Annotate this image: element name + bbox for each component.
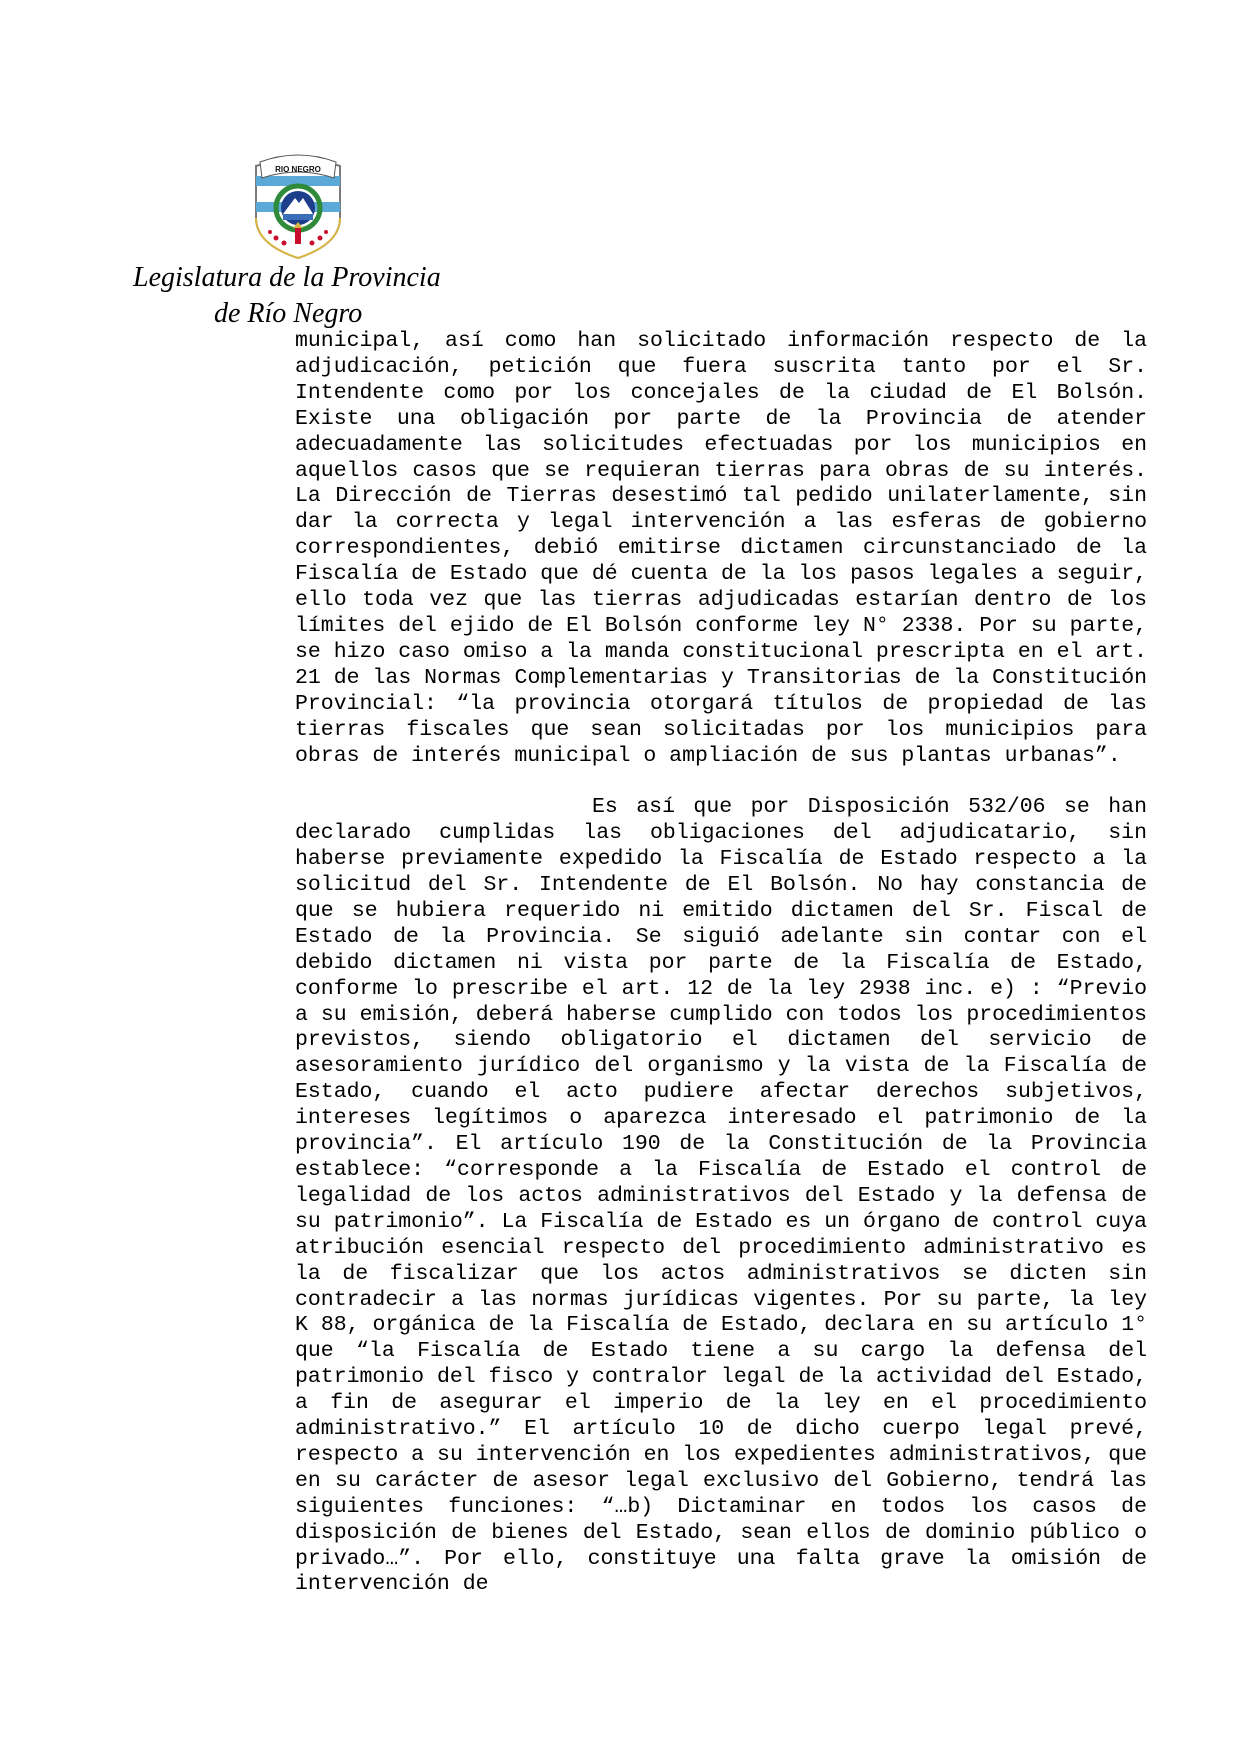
header-province-name: de Río Negro [214,298,363,329]
rio-negro-coat-of-arms-logo [246,148,350,262]
body-paragraph-2: Es así que por Disposición 532/06 se han declarado cumplidas las obligaciones del adjudicatario, sin haberse previamente expedido la Fiscalía de Estado respecto a la solicitud del Sr. Intendente de El Bolsón. No hay constancia de que se hubiera requerido ni emitido dictamen del Sr. Fiscal de Estado de la Provincia. Se siguió adelante sin contar con el debido dictamen ni vista por parte de la Fiscalía de Estado, conforme lo prescribe el art. 12 de la ley 2938 inc. e) : “Previo a su emisión, deberá haberse cumplido con todos los procedimientos previstos, siendo obligatorio el dictamen del servicio de asesoramiento jurídico del organismo y la vista de la Fiscalía de Estado, cuando el acto pudiere afectar derechos subjetivos, intereses legítimos o aparezca interesado el patrimonio de la provincia”. El artículo 190 de la Constitución de la Provincia establece: “corresponde a la Fiscalía de Estado el control de legalidad de los actos administrativos del Estado y la defensa de su patrimonio”. La Fiscalía de Estado es un órgano de control cuya atribución esencial respecto del procedimiento administrativo es la de fiscalizar que los actos administrativos se dicten sin contradecir a las normas jurídicas vigentes. Por su parte, la ley K 88, orgánica de la Fiscalía de Estado, declara en su artículo 1° que “la Fiscalía de Estado tiene a su cargo la defensa del patrimonio del fisco y contralor legal de la actividad del Estado, a fin de asegurar el imperio de la ley en el procedimiento administrativo.” El artículo 10 de dicho cuerpo legal prevé, respecto a su intervención en los expedientes administrativos, que en su carácter de asesor legal exclusivo del Gobierno, tendrá las siguientes funciones: “…b) Dictaminar en todos los casos de disposición de bienes del Estado, sean ellos de dominio público o privado…”. Por ello, constituye una falta grave la omisión de intervención de [295,795,1147,1597]
document-body [295,329,1147,1598]
svg-text:RIO NEGRO: RIO NEGRO [275,165,321,174]
body-paragraph-1: municipal, así como han solicitado información respecto de la adjudicación, petición que fuera suscrita tanto por el Sr. Intendente como por los concejales de la ciudad de El Bolsón. Existe una obligación por parte de la Provincia de atender adecuadamente las solicitudes efectuadas por los municipios en aquellos casos que se requieran tierras para obras de su interés. La Dirección de Tierras desestimó tal pedido unilaterlamente, sin dar la correcta y legal intervención a las esferas de gobierno correspondientes, debió emitirse dictamen circunstanciado de la Fiscalía de Estado que dé cuenta de la los pasos legales a seguir, ello toda vez que las tierras adjudicadas estarían dentro de los límites del ejido de El Bolsón conforme ley N° 2338. Por su parte, se hizo caso omiso a la manda constitucional prescripta en el art. 21 de las Normas Complementarias y Transitorias de la Constitución Provincial: “la provincia otorgará títulos de propiedad de las tierras fiscales que sean solicitadas por los municipios para obras de interés municipal o ampliación de sus plantas urbanas”. [295,329,1147,768]
header-legislature-title: Legislatura de la Provincia [133,262,441,293]
